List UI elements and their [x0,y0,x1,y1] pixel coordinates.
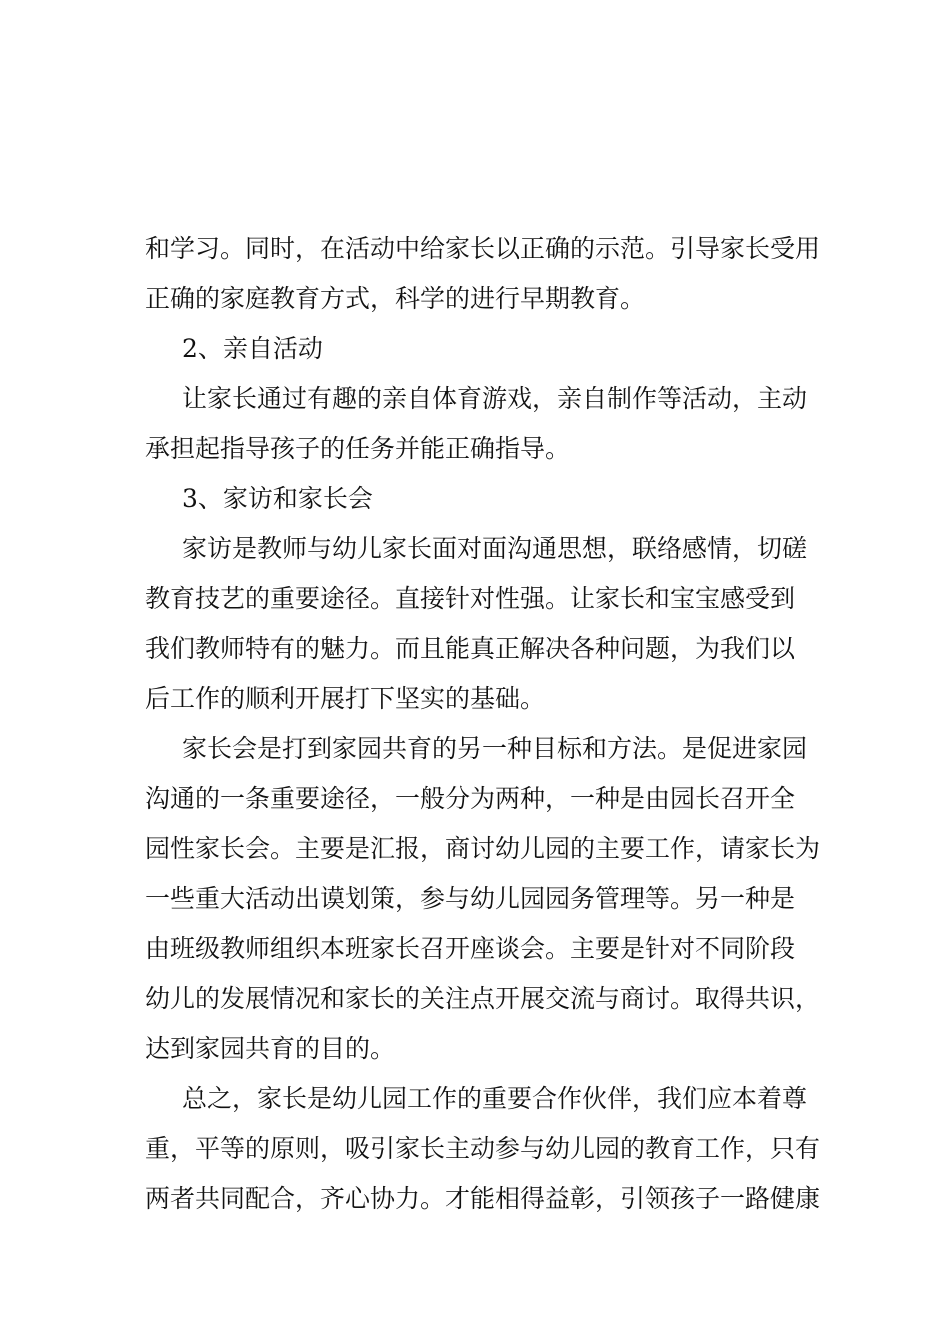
body-text [145,224,825,1224]
text-line: 沟通的一条重要途径，一般分为两种，一种是由园长召开全 [145,784,796,813]
text-line: 两者共同配合，齐心协力。才能相得益彰，引领孩子一路健康 [145,1184,821,1213]
text-line: 重，平等的原则，吸引家长主动参与幼儿园的教育工作，只有 [145,1134,821,1163]
section-heading: 2、亲自活动 [182,334,323,363]
text-line: 正确的家庭教育方式，科学的进行早期教育。 [145,284,646,313]
text-line: 我们教师特有的魅力。而且能真正解决各种问题，为我们以 [145,634,796,663]
text-line: 和学习。同时，在活动中给家长以正确的示范。引导家长受用 [145,234,821,263]
text-line: 园性家长会。主要是汇报，商讨幼儿园的主要工作，请家长为 [145,834,821,863]
text-line: 幼儿的发展情况和家长的关注点开展交流与商讨。取得共识， [145,984,821,1013]
text-line: 家长会是打到家园共育的另一种目标和方法。是促进家园 [182,734,808,763]
text-line: 教育技艺的重要途径。直接针对性强。让家长和宝宝感受到 [145,584,796,613]
text-line: 达到家园共育的目的。 [145,1034,396,1063]
text-line: 一些重大活动出谟划策，参与幼儿园园务管理等。另一种是 [145,884,796,913]
text-line: 家访是教师与幼儿家长面对面沟通思想，联络感情，切磋 [182,534,808,563]
text-line: 后工作的顺利开展打下坚实的基础。 [145,684,546,713]
text-line: 总之，家长是幼儿园工作的重要合作伙伴，我们应本着尊 [182,1084,808,1113]
text-line: 由班级教师组织本班家长召开座谈会。主要是针对不同阶段 [145,934,796,963]
section-heading: 3、家访和家长会 [182,484,373,513]
text-line: 承担起指导孩子的任务并能正确指导。 [145,434,571,463]
text-line: 让家长通过有趣的亲自体育游戏，亲自制作等活动，主动 [182,384,808,413]
